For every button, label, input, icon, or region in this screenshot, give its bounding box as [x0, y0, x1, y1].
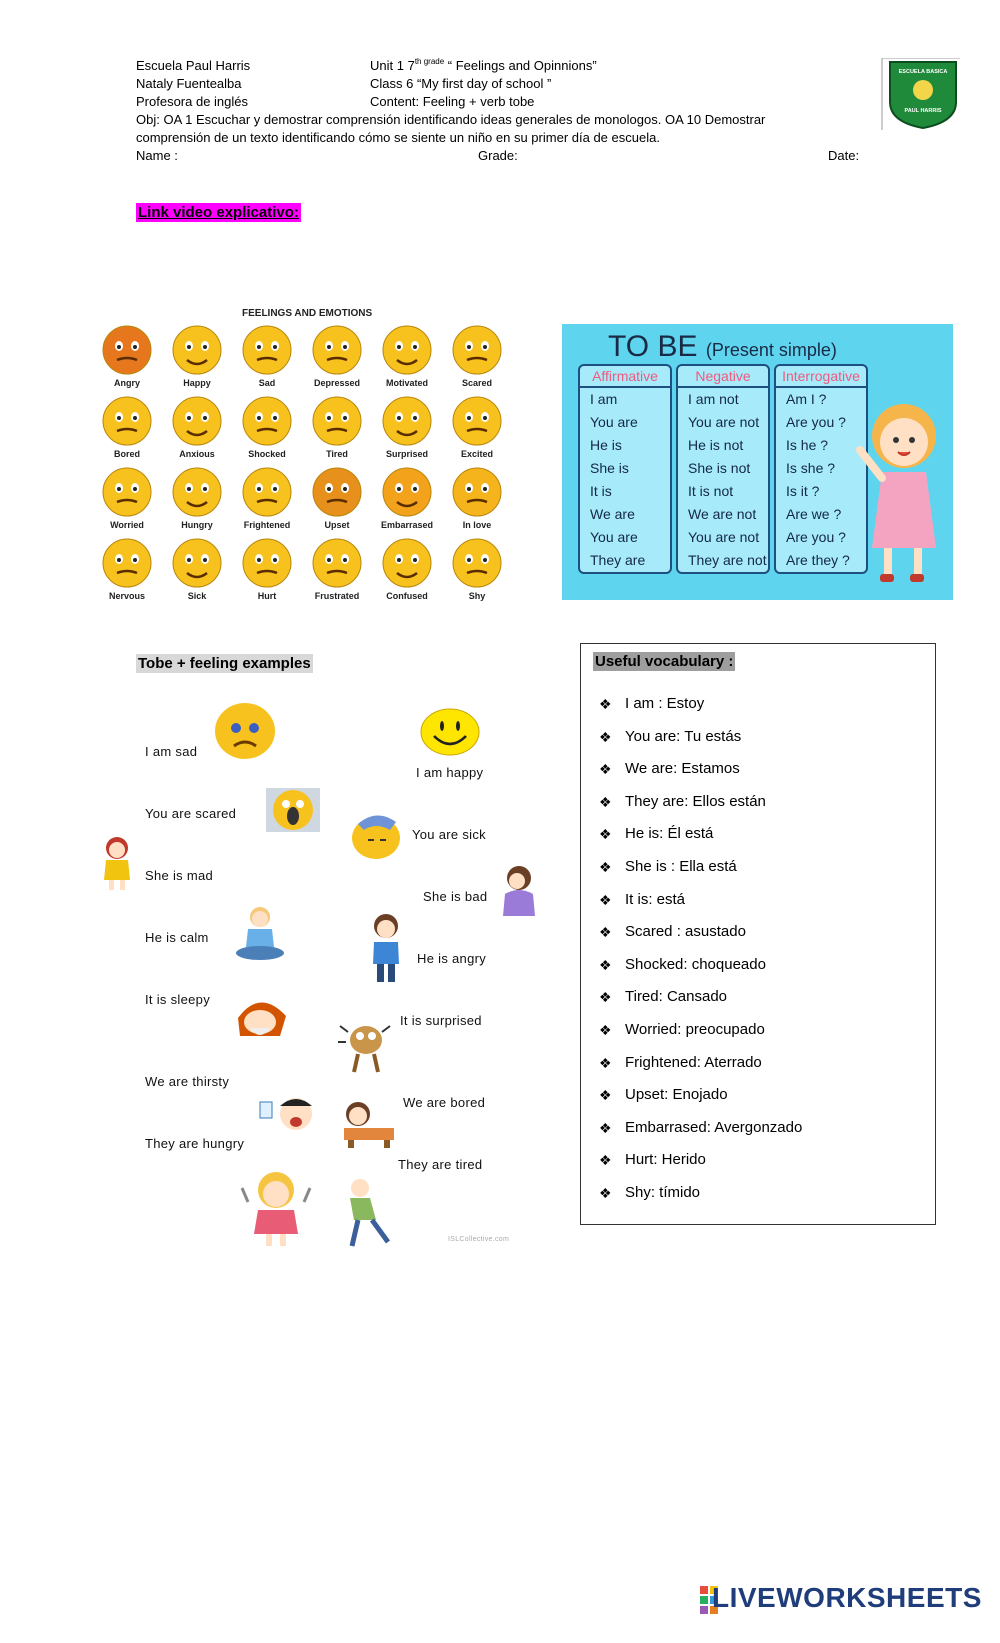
content-line: Content: Feeling + verb tobe: [370, 94, 535, 109]
emoji-icon: [171, 466, 223, 518]
hungry-girl-icon: [238, 1168, 314, 1248]
feeling-surprised: [372, 395, 442, 465]
example-text: It is sleepy: [145, 992, 211, 1007]
feeling-upset: [302, 466, 372, 536]
to-be-subtitle: (Present simple): [705, 340, 837, 360]
to-be-head: Affirmative: [580, 366, 670, 388]
example-text: He is angry: [417, 951, 487, 966]
emoji-icon: [451, 466, 503, 518]
feeling-frustrated: [302, 537, 372, 607]
to-be-row: It is: [590, 483, 612, 499]
diamond-bullet-icon: ❖: [599, 859, 612, 875]
diamond-bullet-icon: ❖: [599, 924, 612, 941]
feeling-sick: [162, 537, 232, 607]
feeling-label: Excited: [460, 449, 493, 459]
to-be-row: It is not: [688, 483, 734, 499]
feeling-scared: [442, 324, 512, 394]
vocabulary-text: Worried: preocupado: [625, 1021, 765, 1038]
to-be-row: We are not: [688, 506, 757, 522]
thirsty-boy-icon: [258, 1092, 320, 1140]
to-be-row: You are not: [688, 414, 760, 430]
vocabulary-item: [599, 1184, 701, 1201]
example-text: You are sick: [412, 827, 486, 842]
to-be-head: Interrogative: [776, 366, 866, 388]
feeling-label: Happy: [183, 378, 211, 388]
to-be-head: Negative: [678, 366, 768, 388]
feeling-frightened: [232, 466, 302, 536]
feeling-label: Sad: [258, 378, 276, 388]
vocabulary-item: [599, 890, 686, 908]
teacher-role: Profesora de inglés: [136, 94, 249, 109]
feeling-label: Confused: [386, 591, 428, 601]
feeling-label: Hungry: [181, 520, 213, 530]
to-be-row: Are you ?: [786, 414, 846, 430]
to-be-row: I am not: [688, 391, 739, 407]
vocabulary-item: [599, 792, 766, 810]
feeling-hungry: [162, 466, 232, 536]
emoji-icon: [451, 537, 503, 589]
feeling-label: Tired: [326, 449, 348, 459]
islcollective-credit: ISLCollective.com: [448, 1236, 510, 1243]
school-logo: [880, 58, 964, 130]
bad-girl-icon: [497, 864, 541, 922]
feeling-label: Sick: [187, 591, 207, 601]
feeling-label: Scared: [461, 378, 493, 388]
feeling-label: Frustrated: [314, 591, 360, 601]
name-label: Name :: [136, 148, 178, 163]
to-be-row: I am: [590, 391, 618, 407]
to-be-col-negative: [676, 364, 770, 574]
feeling-confused: [372, 537, 442, 607]
vocabulary-box: [580, 643, 936, 1225]
emoji-icon: [311, 466, 363, 518]
feeling-hurt: [232, 537, 302, 607]
to-be-row: They are not: [688, 552, 767, 568]
feeling-label: Shocked: [248, 449, 286, 459]
feeling-motivated: [372, 324, 442, 394]
vocabulary-item: [599, 825, 714, 843]
unit-sup: th grade: [414, 57, 445, 66]
date-label: Date:: [828, 148, 860, 163]
diamond-bullet-icon: ❖: [599, 1022, 612, 1038]
example-text: It is surprised: [400, 1013, 482, 1028]
diamond-bullet-icon: ❖: [599, 1087, 612, 1104]
feeling-worried: [92, 466, 162, 536]
emoji-icon: [241, 395, 293, 447]
to-be-row: Am I ?: [786, 391, 827, 407]
objective-line-1: Obj: OA 1 Escuchar y demostrar comprensión identificando ideas generales de monologos. OA 10 Demostrar: [136, 112, 766, 127]
example-text: They are hungry: [145, 1136, 245, 1151]
feeling-tired: [302, 395, 372, 465]
feelings-panel: [92, 306, 522, 616]
feeling-label: Depressed: [313, 378, 361, 388]
diamond-bullet-icon: ❖: [599, 1152, 612, 1169]
tired-man-icon: [338, 1176, 400, 1250]
to-be-col-affirmative: [578, 364, 672, 574]
surprised-dog-icon: [336, 1016, 394, 1074]
emoji-icon: [241, 324, 293, 376]
emoji-icon: [311, 537, 363, 589]
sleepy-dwarf-icon: [230, 988, 292, 1042]
emoji-icon: [241, 466, 293, 518]
emoji-icon: [381, 395, 433, 447]
vocabulary-text: Upset: Enojado: [625, 1086, 728, 1104]
example-text: I am sad: [145, 744, 198, 759]
vocabulary-title: Useful vocabulary :: [595, 653, 734, 670]
emoji-icon: [311, 324, 363, 376]
vocabulary-text: They are: Ellos están: [625, 792, 766, 810]
feeling-sad: [232, 324, 302, 394]
emoji-icon: [241, 537, 293, 589]
feeling-bored: [92, 395, 162, 465]
diamond-bullet-icon: ❖: [599, 1119, 612, 1136]
emoji-icon: [381, 537, 433, 589]
to-be-row: Is she ?: [786, 460, 836, 476]
vocabulary-text: You are: Tu estás: [625, 727, 742, 745]
feeling-label: Anxious: [179, 449, 215, 459]
feeling-label: Shy: [468, 591, 486, 601]
vocabulary-text: I am : Estoy: [625, 695, 705, 712]
sick-face-icon: [350, 808, 408, 860]
girl-illustration: [852, 380, 952, 590]
emoji-icon: [101, 537, 153, 589]
example-text: She is mad: [145, 868, 214, 883]
example-text: You are scared: [145, 806, 237, 821]
vocabulary-text: It is: está: [625, 890, 686, 908]
objective-line-2: comprensión de un texto identificando cómo se siente un niño en su primer día de escuela.: [136, 130, 660, 145]
mad-girl-icon: [98, 834, 136, 892]
example-text: I am happy: [416, 765, 484, 780]
to-be-row: We are: [590, 506, 635, 522]
feeling-label: Motivated: [385, 378, 428, 388]
grade-label: Grade:: [478, 148, 518, 163]
emoji-icon: [381, 324, 433, 376]
feeling-nervous: [92, 537, 162, 607]
emoji-icon: [451, 395, 503, 447]
example-text: We are thirsty: [145, 1074, 230, 1089]
vocabulary-text: She is : Ella está: [625, 858, 737, 875]
emoji-icon: [311, 395, 363, 447]
feeling-label: Angry: [113, 378, 140, 388]
feeling-in-love: [442, 466, 512, 536]
vocabulary-item: [599, 858, 737, 875]
feeling-label: Worried: [110, 520, 144, 530]
to-be-row: Is it ?: [786, 483, 820, 499]
vocabulary-item: [599, 1118, 803, 1136]
calm-boy-icon: [232, 905, 288, 963]
vocabulary-item: [599, 955, 766, 973]
vocabulary-item: [599, 988, 727, 1006]
vocabulary-item: [599, 760, 740, 778]
diamond-bullet-icon: ❖: [599, 1054, 612, 1071]
feeling-depressed: [302, 324, 372, 394]
diamond-bullet-icon: ❖: [599, 956, 612, 973]
to-be-row: Are they ?: [786, 552, 850, 568]
to-be-row: She is not: [688, 460, 751, 476]
feeling-label: Upset: [324, 520, 350, 530]
vocabulary-text: We are: Estamos: [625, 760, 740, 778]
video-link[interactable]: Link video explicativo:: [138, 204, 299, 221]
vocabulary-item: [599, 923, 746, 941]
emoji-icon: [171, 324, 223, 376]
vocabulary-text: Shy: tímido: [625, 1184, 701, 1201]
vocabulary-text: Frightened: Aterrado: [625, 1053, 762, 1071]
to-be-row: He is not: [688, 437, 744, 453]
to-be-title-main: TO BE: [608, 330, 698, 363]
feeling-shocked: [232, 395, 302, 465]
diamond-bullet-icon: ❖: [599, 793, 612, 810]
feeling-label: Nervous: [108, 591, 145, 601]
to-be-row: Are you ?: [786, 529, 846, 545]
vocabulary-text: Shocked: choqueado: [625, 955, 766, 973]
vocabulary-item: [599, 1021, 765, 1038]
unit-title: [370, 57, 597, 74]
vocabulary-text: Hurt: Herido: [625, 1151, 706, 1169]
vocabulary-item: [599, 1053, 762, 1071]
feeling-embarrased: [372, 466, 442, 536]
feeling-label: Embarrased: [380, 520, 434, 530]
to-be-title: [608, 330, 837, 364]
unit-prefix: Unit 1 7: [370, 58, 415, 73]
vocabulary-item: [599, 1151, 706, 1169]
to-be-row: She is: [590, 460, 629, 476]
to-be-row: Is he ?: [786, 437, 829, 453]
diamond-bullet-icon: ❖: [599, 696, 612, 712]
diamond-bullet-icon: ❖: [599, 989, 612, 1006]
emoji-icon: [101, 466, 153, 518]
feeling-shy: [442, 537, 512, 607]
teacher-name: Nataly Fuentealba: [136, 76, 242, 91]
vocabulary-text: Scared : asustado: [625, 923, 746, 941]
angry-boy-icon: [368, 912, 404, 986]
feelings-title: FEELINGS AND EMOTIONS: [242, 308, 373, 319]
example-text: They are tired: [398, 1157, 483, 1172]
unit-suffix: “ Feelings and Opinnions”: [444, 58, 597, 73]
logo-top-text: ESCUELA BASICA: [898, 69, 948, 75]
feeling-anxious: [162, 395, 232, 465]
logo-bottom-text: PAUL HARRIS: [904, 108, 942, 114]
feeling-label: Bored: [113, 449, 140, 459]
diamond-bullet-icon: ❖: [599, 826, 612, 843]
to-be-row: He is: [590, 437, 622, 453]
school-name: Escuela Paul Harris: [136, 58, 251, 73]
vocabulary-text: Embarrased: Avergonzado: [625, 1118, 803, 1136]
feeling-happy: [162, 324, 232, 394]
example-text: She is bad: [423, 889, 488, 904]
vocabulary-text: Tired: Cansado: [625, 988, 727, 1006]
examples-title: Tobe + feeling examples: [138, 655, 311, 672]
to-be-row: Are we ?: [786, 506, 842, 522]
to-be-row: They are: [590, 552, 646, 568]
feeling-excited: [442, 395, 512, 465]
example-text: We are bored: [403, 1095, 486, 1110]
feeling-label: In love: [462, 520, 492, 530]
scared-face-icon: [266, 788, 320, 832]
liveworksheets-brand: LIVEWORKSHEETS: [712, 1582, 982, 1613]
vocabulary-item: [599, 1086, 728, 1104]
vocabulary-item: [599, 695, 705, 712]
feeling-label: Hurt: [257, 591, 277, 601]
example-text: He is calm: [145, 930, 209, 945]
emoji-icon: [381, 466, 433, 518]
to-be-panel: [562, 324, 953, 600]
feeling-label: Surprised: [385, 449, 428, 459]
emoji-icon: [171, 395, 223, 447]
to-be-row: You are: [590, 414, 638, 430]
feeling-label: Frightened: [243, 520, 291, 530]
diamond-bullet-icon: ❖: [599, 761, 612, 778]
bored-boy-icon: [338, 1098, 400, 1150]
to-be-row: You are: [590, 529, 638, 545]
vocabulary-text: He is: Él está: [625, 825, 714, 843]
emoji-icon: [101, 395, 153, 447]
to-be-row: You are not: [688, 529, 760, 545]
diamond-bullet-icon: ❖: [599, 1185, 612, 1201]
vocabulary-item: [599, 727, 742, 745]
happy-face-icon: [420, 708, 480, 756]
feeling-angry: [92, 324, 162, 394]
diamond-bullet-icon: ❖: [599, 728, 612, 745]
emoji-icon: [451, 324, 503, 376]
class-title: Class 6 “My first day of school ”: [370, 76, 552, 91]
diamond-bullet-icon: ❖: [599, 891, 612, 908]
emoji-icon: [171, 537, 223, 589]
emoji-icon: [101, 324, 153, 376]
sad-face-icon: [214, 702, 276, 760]
